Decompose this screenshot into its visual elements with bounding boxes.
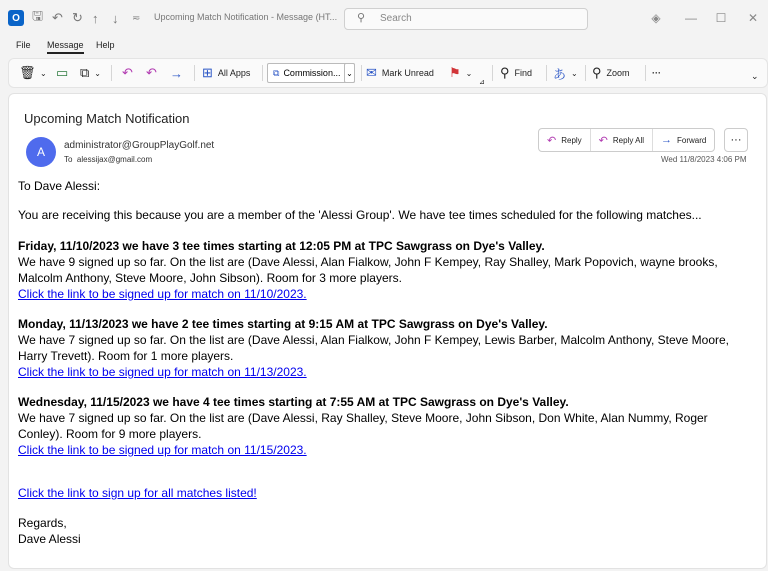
maximize-button[interactable]: ☐ (715, 11, 727, 25)
signature: Dave Alessi (18, 532, 81, 546)
commission-label: Commission... (283, 68, 341, 78)
email-subject: Upcoming Match Notification (24, 111, 190, 126)
quick-steps-dropdown[interactable] (267, 63, 355, 83)
reply-icon: ↶ (547, 134, 557, 147)
envelope-icon: ✉ (366, 65, 377, 80)
ribbon-toolbar (8, 58, 768, 88)
reply-label: Reply (561, 135, 582, 145)
response-actions (538, 128, 715, 152)
forward-icon: → (170, 65, 183, 81)
match-link-paragraph (18, 364, 753, 380)
undo-icon[interactable]: ↶ (52, 10, 63, 25)
match-link-paragraph (18, 442, 753, 458)
sender-address[interactable]: administrator@GroupPlayGolf.net (64, 140, 215, 151)
zoom-label: Zoom (606, 68, 630, 78)
match-heading: Wednesday, 11/15/2023 we have 4 tee times starting at 7:55 AM at TPC Sawgrass on Dye's Valley. (18, 395, 569, 409)
ribbon-divider (361, 65, 362, 81)
translate-button[interactable]: あ ⌄ (553, 64, 578, 82)
delete-dropdown-icon[interactable]: ⌄ (40, 68, 47, 78)
translate-icon: あ (553, 66, 567, 82)
premium-diamond-icon[interactable]: ◈ (651, 11, 661, 25)
ribbon-divider (262, 65, 263, 81)
to-label: To (64, 155, 73, 164)
redo-icon[interactable]: ↻ (72, 10, 83, 25)
menu-help[interactable]: Help (96, 40, 115, 50)
match-heading: Monday, 11/13/2023 we have 2 tee times starting at 9:15 AM at TPC Sawgrass on Dye's Valley. (18, 317, 548, 331)
close-button[interactable]: ✕ (747, 11, 759, 25)
reply-action-button[interactable] (539, 129, 591, 151)
ribbon-divider (546, 65, 547, 81)
more-commands-icon[interactable]: ··· (652, 68, 661, 78)
search-icon: ⚲ (357, 12, 366, 24)
match-link-paragraph (18, 286, 753, 302)
move-button[interactable]: ⧉ ⌄ (80, 65, 101, 80)
reply-all-button[interactable] (146, 64, 162, 82)
reply-all-action-button[interactable] (591, 129, 653, 151)
match-heading: Friday, 11/10/2023 we have 3 tee times starting at 12:05 PM at TPC Sawgrass on Dye's Valley. (18, 239, 545, 253)
recipient-line (64, 155, 152, 164)
forward-label: Forward (677, 135, 707, 145)
menu-message[interactable]: Message (47, 40, 84, 54)
save-icon[interactable]: 🖫 (32, 8, 44, 23)
more-actions-icon[interactable]: ··· (724, 128, 748, 152)
move-folder-icon: ⧉ (80, 65, 90, 80)
all-matches-paragraph (18, 485, 753, 501)
sent-date: Wed 11/8/2023 4:06 PM (661, 155, 747, 164)
quick-step-icon: ⧉ (273, 67, 280, 78)
outlook-logo-icon: O (8, 10, 24, 26)
search-box[interactable] (344, 8, 588, 30)
ribbon-divider (585, 65, 586, 81)
customize-quick-access-icon[interactable]: ≂ (132, 12, 141, 24)
reading-pane (8, 93, 767, 569)
search-placeholder: Search (380, 13, 412, 24)
window-title: Upcoming Match Notification - Message (HT... (154, 12, 338, 22)
zoom-button[interactable] (592, 64, 630, 82)
reply-button[interactable] (122, 64, 138, 82)
apps-grid-icon: ⊞ (202, 65, 213, 80)
intro-text: You are receiving this because you are a member of the 'Alessi Group'. We have tee times scheduled for the following matches... (18, 208, 702, 222)
forward-action-button[interactable] (653, 129, 714, 151)
title-bar (0, 0, 768, 36)
reply-all-label: Reply All (612, 135, 645, 145)
match-signup-link[interactable]: Click the link to be signed up for match on 11/13/2023. (18, 365, 307, 379)
all-apps-label: All Apps (217, 68, 251, 78)
flag-icon: ⚑ (449, 65, 461, 80)
reply-icon: ↶ (122, 65, 133, 80)
menu-file[interactable]: File (16, 40, 31, 50)
minimize-button[interactable]: — (685, 11, 697, 25)
trash-icon: 🗑 (19, 65, 36, 80)
all-matches-link[interactable]: Click the link to sign up for all matches listed! (18, 486, 257, 500)
archive-button[interactable] (56, 64, 73, 82)
email-body (18, 178, 753, 547)
ribbon-divider (194, 65, 195, 81)
forward-button[interactable] (170, 64, 188, 82)
up-arrow-icon[interactable]: ↑ (92, 10, 99, 26)
match-signup-link[interactable]: Click the link to be signed up for match on 11/10/2023. (18, 287, 307, 301)
recipient-address[interactable]: alessijax@gmail.com (76, 155, 153, 164)
forward-icon: → (661, 134, 673, 146)
find-button[interactable] (500, 64, 532, 82)
match-details: We have 7 signed up so far. On the list are (Dave Alessi, Alan Fialkow, John F Kempey, Lewis Barber, Malcolm Anthony, Steve Moore, Harry Trevett). Room for 1 more players. (18, 333, 730, 363)
sender-avatar[interactable]: A (26, 137, 56, 167)
archive-icon: ▭ (56, 65, 69, 80)
all-apps-button[interactable] (202, 64, 250, 82)
delete-button[interactable] (19, 64, 41, 82)
mark-unread-button[interactable] (366, 64, 434, 82)
find-label: Find (514, 68, 533, 78)
zoom-icon: ⚲ (592, 65, 602, 80)
match-details: We have 7 signed up so far. On the list are (Dave Alessi, Ray Shalley, Steve Moore, John Sibson, Don White, Alan Nummy, Roger Conley). Room for 9 more players. (18, 411, 708, 441)
regards: Regards, (18, 516, 67, 530)
quick-steps-arrow-icon[interactable]: ⌄ (344, 63, 355, 83)
find-icon: ⚲ (500, 65, 510, 80)
ribbon-expand-icon[interactable]: ⌄ (751, 70, 759, 81)
flag-button[interactable]: ⚑ ⌄ (449, 65, 473, 80)
down-arrow-icon[interactable]: ↓ (112, 10, 119, 26)
ribbon-divider (492, 65, 493, 81)
mark-unread-label: Mark Unread (381, 68, 434, 78)
match-signup-link[interactable]: Click the link to be signed up for match on 11/15/2023. (18, 443, 307, 457)
greeting: To Dave Alessi: (18, 179, 101, 193)
ribbon-divider (111, 65, 112, 81)
reply-all-icon: ↶ (598, 134, 608, 147)
tags-launcher-icon[interactable]: ⊿ (479, 79, 485, 86)
ribbon-divider (645, 65, 646, 81)
menu-bar (0, 36, 768, 56)
match-details: We have 9 signed up so far. On the list are (Dave Alessi, Alan Fialkow, John F Kempey, Ray Shalley, Mark Popovich, wayne brooks, Malcolm Anthony, Steve Moore, John Sibson). Room for 3 more players. (18, 255, 718, 285)
reply-all-icon: ↶ (146, 65, 157, 80)
